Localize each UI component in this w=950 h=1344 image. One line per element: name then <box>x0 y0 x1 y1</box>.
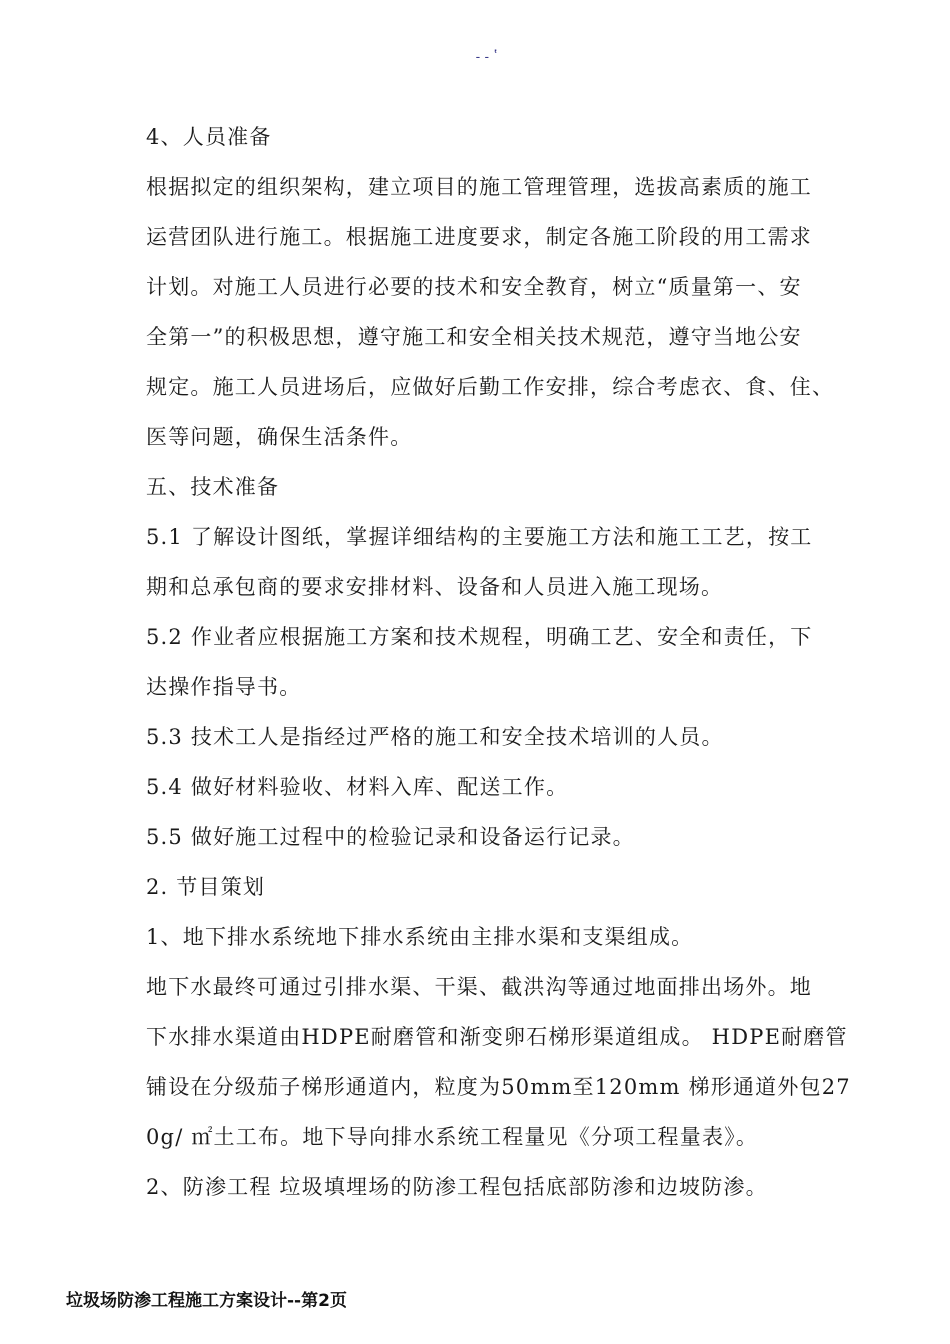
paragraph-line: 5.4 做好材料验收、材料入库、配送工作。 <box>146 775 569 799</box>
paragraph-line: 运营团队进行施工。根据施工进度要求，制定各施工阶段的用工需求 <box>146 225 812 249</box>
paragraph-line: 5.3 技术工人是指经过严格的施工和安全技术培训的人员。 <box>146 725 724 749</box>
document-body <box>146 112 851 1212</box>
page-footer: 垃圾场防渗工程施工方案设计--第2页 <box>66 1291 347 1311</box>
paragraph-line: 计划。对施工人员进行必要的技术和安全教育，树立“质量第一、安 <box>146 275 802 299</box>
page-header-mark: --ʽ <box>474 50 501 65</box>
paragraph-line: 地下水最终可通过引排水渠、干渠、截洪沟等通过地面排出场外。地 <box>146 975 812 999</box>
paragraph-line: 全第一”的积极思想，遵守施工和安全相关技术规范，遵守当地公安 <box>146 325 802 349</box>
section-heading: 4、人员准备 <box>146 125 272 149</box>
section-heading: 2. 节目策划 <box>146 875 266 899</box>
paragraph-line: 0g/ ㎡土工布。地下导向排水系统工程量见《分项工程量表》。 <box>146 1125 759 1149</box>
paragraph-line: 铺设在分级茄子梯形通道内，粒度为50mm至120mm 梯形通道外包27 <box>146 1075 851 1099</box>
paragraph-line: 5.1 了解设计图纸，掌握详细结构的主要施工方法和施工工艺，按工 <box>146 525 813 549</box>
paragraph-line: 下水排水渠道由HDPE耐磨管和渐变卵石梯形渠道组成。 HDPE耐磨管 <box>146 1025 848 1049</box>
paragraph-line: 5.2 作业者应根据施工方案和技术规程，明确工艺、安全和责任，下 <box>146 625 813 649</box>
section-heading: 五、技术准备 <box>146 475 280 499</box>
paragraph-line: 2、防渗工程 垃圾填埋场的防渗工程包括底部防渗和边坡防渗。 <box>146 1175 768 1199</box>
paragraph-line: 规定。施工人员进场后，应做好后勤工作安排，综合考虑衣、食、住、 <box>146 375 835 399</box>
paragraph-line: 根据拟定的组织架构，建立项目的施工管理管理，选拔高素质的施工 <box>146 175 812 199</box>
paragraph-line: 达操作指导书。 <box>146 675 302 699</box>
paragraph-line: 5.5 做好施工过程中的检验记录和设备运行记录。 <box>146 825 635 849</box>
paragraph-line: 期和总承包商的要求安排材料、设备和人员进入施工现场。 <box>146 575 724 599</box>
paragraph-line: 1、地下排水系统地下排水系统由主排水渠和支渠组成。 <box>146 925 694 949</box>
paragraph-line: 医等问题，确保生活条件。 <box>146 425 413 449</box>
